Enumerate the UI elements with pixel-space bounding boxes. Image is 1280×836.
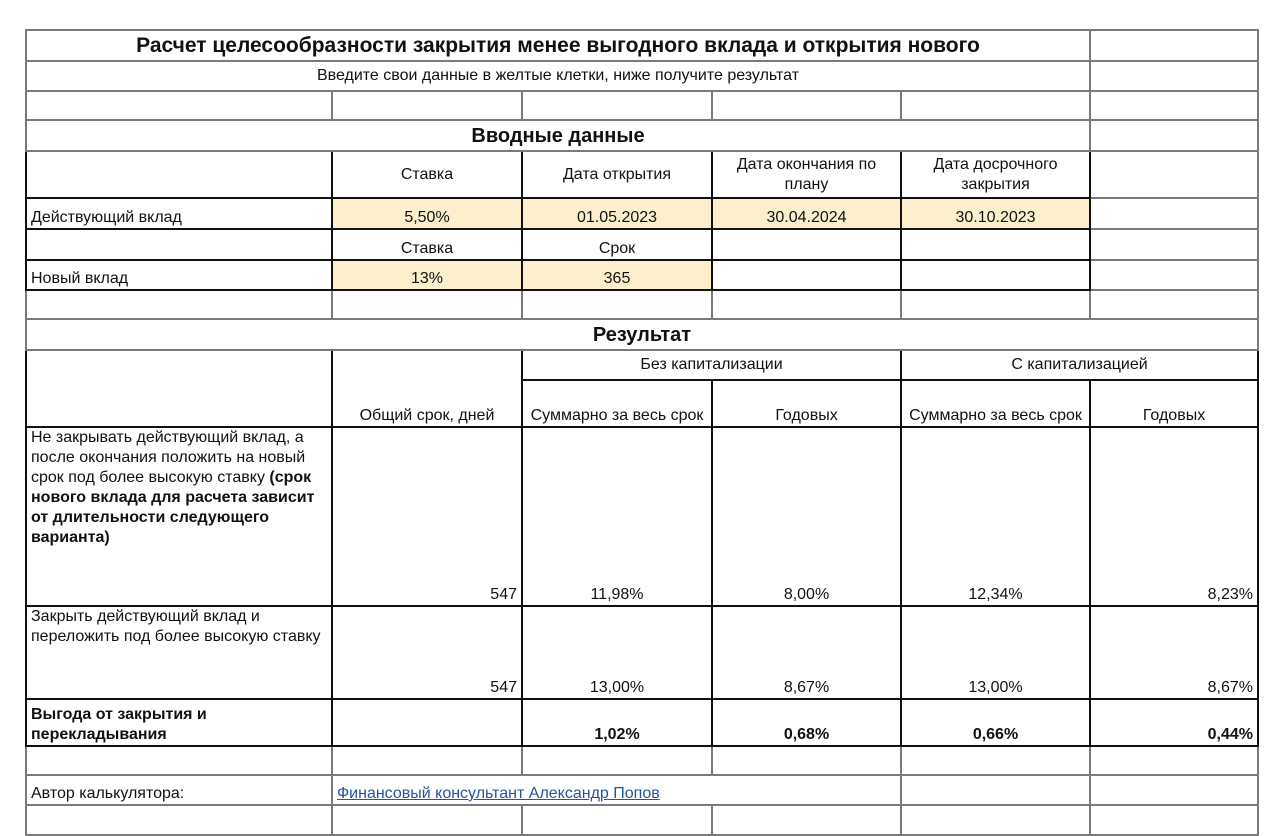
early-close-date-input[interactable]: 30.10.2023 [901,198,1090,229]
empty-cell[interactable] [332,290,522,319]
days-value: 547 [332,427,522,606]
scenario-keep-text: Не закрывать действующий вклад, а после окончания положить на новый срок под более высокую ставку [31,429,306,486]
empty-cell[interactable] [901,91,1090,120]
empty-cell[interactable] [1090,290,1258,319]
empty-cell[interactable] [332,805,522,835]
empty-cell[interactable] [901,229,1090,260]
empty-cell[interactable] [1090,61,1258,91]
open-date-input[interactable]: 01.05.2023 [522,198,712,229]
benefit-cap-annual: 0,44% [1090,699,1258,746]
empty-cell[interactable] [26,350,332,427]
empty-cell[interactable] [1090,229,1258,260]
benefit-no-cap-total: 1,02% [522,699,712,746]
scenario-keep-label [26,427,332,606]
header-cap-annual: Годовых [1090,380,1258,427]
empty-cell[interactable] [901,260,1090,290]
result-section-heading: Результат [26,319,1258,350]
empty-cell[interactable] [522,290,712,319]
empty-cell[interactable] [26,229,332,260]
cap-annual-value: 8,67% [1090,606,1258,699]
no-cap-total-value: 13,00% [522,606,712,699]
empty-cell[interactable] [522,746,712,775]
spreadsheet [25,29,1259,836]
empty-cell[interactable] [1090,198,1258,229]
empty-cell[interactable] [522,91,712,120]
header-early-close-date: Дата досрочного закрытия [901,151,1090,198]
empty-cell[interactable] [26,91,332,120]
empty-cell[interactable] [1090,30,1258,61]
empty-cell[interactable] [1090,260,1258,290]
new-rate-input[interactable]: 13% [332,260,522,290]
benefit-no-cap-annual: 0,68% [712,699,901,746]
new-term-input[interactable]: 365 [522,260,712,290]
empty-cell[interactable] [901,805,1090,835]
empty-cell[interactable] [26,290,332,319]
benefit-label: Выгода от закрытия и перекладывания [26,699,332,746]
input-section-heading: Вводные данные [26,120,1090,151]
author-link[interactable]: Финансовый консультант Александр Попов [337,785,660,802]
cap-total-value: 13,00% [901,606,1090,699]
empty-cell[interactable] [26,151,332,198]
empty-cell[interactable] [1090,775,1258,805]
header-cap-total: Суммарно за весь срок [901,380,1090,427]
planned-end-date-input[interactable]: 30.04.2024 [712,198,901,229]
no-cap-total-value: 11,98% [522,427,712,606]
empty-cell[interactable] [1090,746,1258,775]
header-rate: Ставка [332,151,522,198]
author-label: Автор калькулятора: [26,775,332,805]
empty-cell[interactable] [332,746,522,775]
empty-cell[interactable] [901,746,1090,775]
no-cap-annual-value: 8,67% [712,606,901,699]
empty-cell[interactable] [522,805,712,835]
empty-cell[interactable] [712,746,901,775]
calculator-table [25,29,1259,836]
benefit-row [26,699,1258,746]
empty-cell[interactable] [901,775,1090,805]
empty-cell[interactable] [712,260,901,290]
empty-cell[interactable] [26,746,332,775]
empty-cell[interactable] [26,805,332,835]
new-deposit-label: Новый вклад [26,260,332,290]
table-row [26,606,1258,699]
group-capitalization: С капитализацией [901,350,1258,380]
header-total-days: Общий срок, дней [332,350,522,427]
empty-cell[interactable] [332,699,522,746]
current-deposit-label: Действующий вклад [26,198,332,229]
author-link-cell [332,775,901,805]
table-row [26,427,1258,606]
days-value: 547 [332,606,522,699]
empty-cell[interactable] [1090,120,1258,151]
empty-cell[interactable] [332,91,522,120]
empty-cell[interactable] [712,805,901,835]
cap-annual-value: 8,23% [1090,427,1258,606]
empty-cell[interactable] [1090,805,1258,835]
empty-cell[interactable] [712,229,901,260]
current-rate-input[interactable]: 5,50% [332,198,522,229]
scenario-close-label: Закрыть действующий вклад и переложить под более высокую ставку [26,606,332,699]
no-cap-annual-value: 8,00% [712,427,901,606]
new-header-rate: Ставка [332,229,522,260]
header-no-cap-total: Суммарно за весь срок [522,380,712,427]
scenario-keep-note: (срок нового вклада для расчета зависит от длительности следующего варианта) [31,469,315,546]
cap-total-value: 12,34% [901,427,1090,606]
header-open-date: Дата открытия [522,151,712,198]
header-no-cap-annual: Годовых [712,380,901,427]
empty-cell[interactable] [1090,151,1258,198]
empty-cell[interactable] [1090,91,1258,120]
empty-cell[interactable] [901,290,1090,319]
new-header-term: Срок [522,229,712,260]
group-no-capitalization: Без капитализации [522,350,901,380]
empty-cell[interactable] [712,91,901,120]
page-title: Расчет целесообразности закрытия менее выгодного вклада и открытия нового [26,30,1090,61]
benefit-cap-total: 0,66% [901,699,1090,746]
instructions: Введите свои данные в желтые клетки, ниже получите результат [26,61,1090,91]
header-planned-end-date: Дата окончания по плану [712,151,901,198]
empty-cell[interactable] [712,290,901,319]
